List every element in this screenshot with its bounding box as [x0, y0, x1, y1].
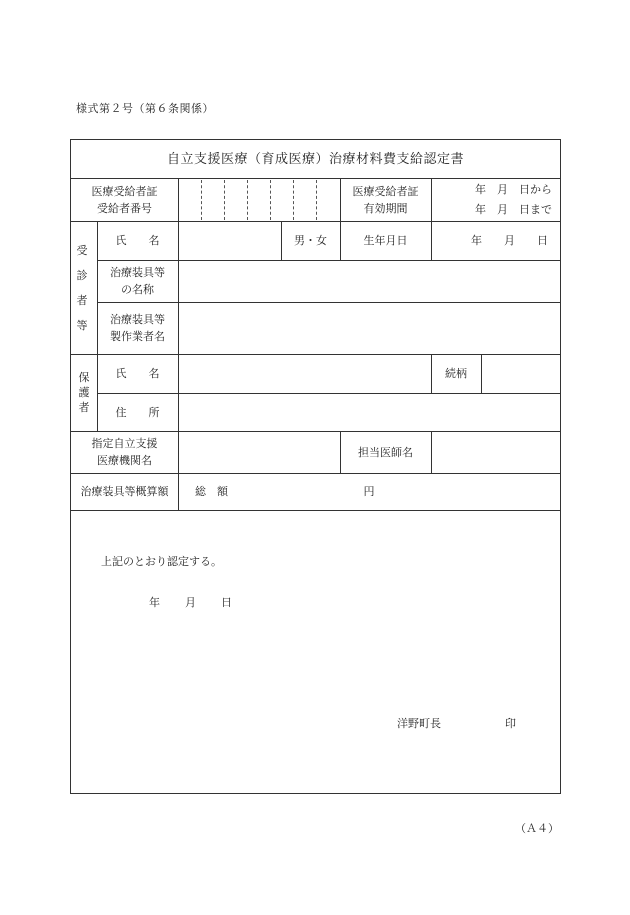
device-maker-label: 治療装具等 製作業者名: [110, 313, 165, 343]
validity-period-label: 医療受給者証 有効期間: [352, 184, 419, 215]
doctor-field[interactable]: [432, 432, 560, 472]
certificate-form: [70, 139, 561, 794]
device-name-field[interactable]: [179, 261, 560, 301]
form-title: 自立支援医療（育成医療）治療材料費支給認定書: [166, 151, 464, 167]
doctor-label: 担当医師名: [358, 445, 413, 459]
total-label: 総 額: [195, 485, 228, 498]
yen-unit: 円: [363, 485, 375, 498]
institution-label: 指定自立支援 医療機関名: [91, 437, 158, 467]
form-number-label: 様式第２号（第６条関係）: [76, 102, 214, 115]
relationship-label: 続柄: [445, 367, 467, 380]
sex-field[interactable]: 男・女: [294, 234, 327, 247]
guardian-name-field[interactable]: [179, 355, 430, 392]
recipient-number-field[interactable]: [179, 179, 339, 220]
recipient-number-label: 医療受給者証 受給者番号: [91, 184, 158, 215]
device-name-label: 治療装具等 の名称: [110, 266, 165, 296]
patient-group-label: 受 診 者 等: [76, 243, 92, 332]
certification-date[interactable]: 年 月 日: [149, 596, 233, 609]
validity-period-field[interactable]: [432, 179, 560, 220]
certification-statement: 上記のとおり認定する。: [101, 555, 222, 568]
patient-name-label: 氏 名: [115, 234, 160, 247]
device-maker-field[interactable]: [179, 303, 560, 353]
paper-size-label: （Ａ４）: [515, 822, 559, 835]
issuer-name: 洋野町長: [397, 717, 441, 730]
guardian-address-label: 住 所: [115, 405, 160, 419]
validity-from: 年 月 日から: [475, 183, 552, 196]
validity-to: 年 月 日まで: [475, 203, 552, 216]
guardian-address-field[interactable]: [179, 394, 560, 430]
cost-field[interactable]: [179, 474, 560, 509]
patient-name-field[interactable]: [179, 222, 280, 259]
relationship-field[interactable]: [482, 355, 560, 392]
cost-label: 治療装具等概算額: [80, 485, 169, 498]
guardian-group-label: 保 護 者: [78, 371, 90, 414]
institution-field[interactable]: [179, 432, 339, 472]
guardian-name-label: 氏 名: [115, 367, 160, 380]
birth-date-label: 生年月日: [363, 234, 408, 247]
seal-mark: 印: [505, 717, 516, 730]
birth-date-field[interactable]: 年 月 日: [471, 234, 548, 247]
